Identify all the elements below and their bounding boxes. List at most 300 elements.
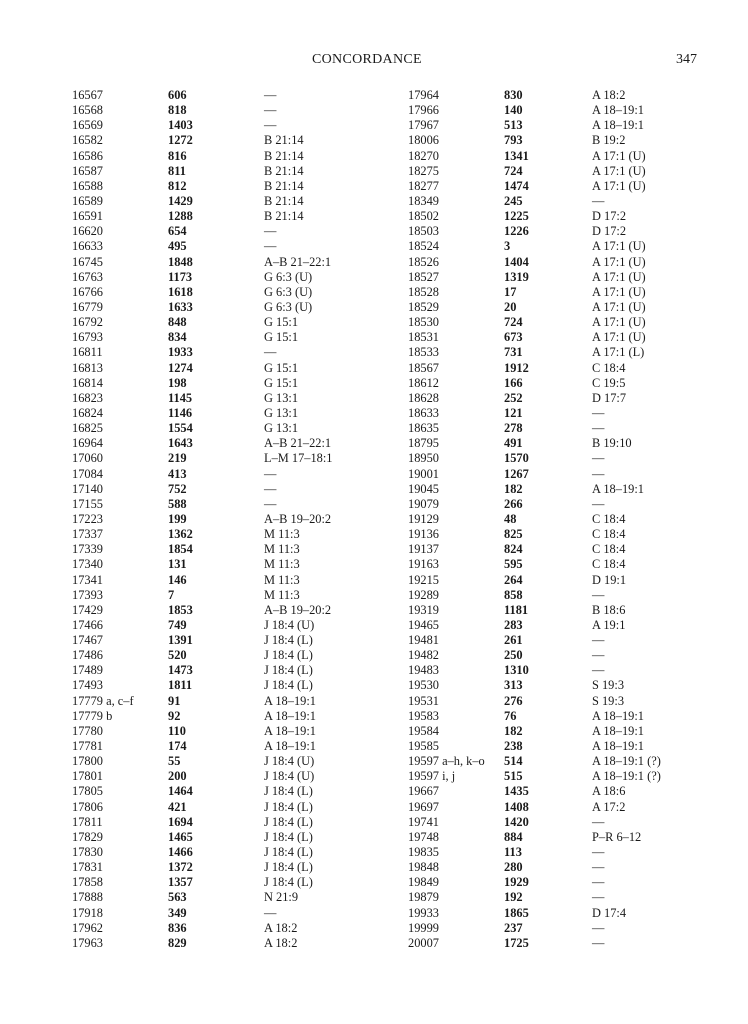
catalogue-number: 1912 xyxy=(504,360,529,375)
location: J 18:4 (U) xyxy=(264,617,315,632)
catalogue-number: 1865 xyxy=(504,905,529,920)
catalogue-number: 1403 xyxy=(168,118,193,133)
catalogue-number: 1694 xyxy=(168,814,193,829)
location: — xyxy=(264,224,277,239)
inventory-number: 17805 xyxy=(72,784,103,799)
inventory-number: 16814 xyxy=(72,375,103,390)
catalogue-number: 182 xyxy=(504,723,523,738)
catalogue-number: 264 xyxy=(504,572,523,587)
location: — xyxy=(264,118,277,133)
inventory-number: 19597 a–h, k–o xyxy=(408,754,485,769)
location: A 17:2 xyxy=(592,799,626,814)
catalogue-number: 349 xyxy=(168,905,187,920)
catalogue-number: 1226 xyxy=(504,224,529,239)
catalogue-number: 1435 xyxy=(504,784,529,799)
inventory-number: 19045 xyxy=(408,481,439,496)
location: — xyxy=(592,935,605,950)
catalogue-number: 113 xyxy=(504,845,522,860)
location: A 17:1 (L) xyxy=(592,345,645,360)
inventory-number: 16620 xyxy=(72,224,103,239)
catalogue-number: 1725 xyxy=(504,935,529,950)
location: A 18–19:1 (?) xyxy=(592,769,661,784)
catalogue-number: 884 xyxy=(504,829,523,844)
catalogue-number: 724 xyxy=(504,315,523,330)
location: — xyxy=(592,496,605,511)
inventory-number: 16588 xyxy=(72,178,103,193)
catalogue-number: 1429 xyxy=(168,193,193,208)
inventory-number: 17393 xyxy=(72,587,103,602)
inventory-number: 19001 xyxy=(408,466,439,481)
location: A 18–19:1 xyxy=(592,739,644,754)
inventory-number: 18533 xyxy=(408,345,439,360)
inventory-number: 18503 xyxy=(408,224,439,239)
catalogue-number: 752 xyxy=(168,481,187,496)
page-header xyxy=(0,52,748,72)
location: J 18:4 (L) xyxy=(264,633,313,648)
catalogue-number: 513 xyxy=(504,118,523,133)
inventory-number: 19849 xyxy=(408,875,439,890)
inventory-number: 18635 xyxy=(408,421,439,436)
location: M 11:3 xyxy=(264,527,300,542)
location: A 17:1 (U) xyxy=(592,330,646,345)
inventory-number: 17801 xyxy=(72,769,103,784)
location: J 18:4 (L) xyxy=(264,860,313,875)
inventory-number: 17467 xyxy=(72,633,103,648)
inventory-number: 17781 xyxy=(72,739,103,754)
location: G 15:1 xyxy=(264,375,299,390)
location: A 18–19:1 xyxy=(592,118,644,133)
catalogue-number: 1404 xyxy=(504,254,529,269)
inventory-number: 19697 xyxy=(408,799,439,814)
catalogue-number: 1853 xyxy=(168,602,193,617)
location: A 17:1 (U) xyxy=(592,254,646,269)
catalogue-number: 198 xyxy=(168,375,187,390)
inventory-number: 18628 xyxy=(408,390,439,405)
catalogue-number: 1391 xyxy=(168,633,193,648)
location: G 15:1 xyxy=(264,315,299,330)
location: — xyxy=(592,663,605,678)
inventory-number: 19584 xyxy=(408,723,439,738)
location: G 6:3 (U) xyxy=(264,299,313,314)
inventory-number: 19879 xyxy=(408,890,439,905)
inventory-number: 16569 xyxy=(72,118,103,133)
inventory-number: 19530 xyxy=(408,678,439,693)
catalogue-number: 1933 xyxy=(168,345,193,360)
location: A 18:6 xyxy=(592,784,626,799)
inventory-number: 16591 xyxy=(72,209,103,224)
location: B 19:10 xyxy=(592,436,632,451)
location: A 18–19:1 xyxy=(264,739,316,754)
inventory-number: 17780 xyxy=(72,723,103,738)
inventory-number: 18349 xyxy=(408,193,439,208)
location: C 18:4 xyxy=(592,360,626,375)
inventory-number: 19933 xyxy=(408,905,439,920)
catalogue-number: 1341 xyxy=(504,148,529,163)
catalogue-number: 563 xyxy=(168,890,187,905)
location: C 18:4 xyxy=(592,511,626,526)
location: A 17:1 (U) xyxy=(592,269,646,284)
location: A 18–19:1 xyxy=(592,103,644,118)
location: B 21:14 xyxy=(264,148,304,163)
location: B 21:14 xyxy=(264,209,304,224)
inventory-number: 17800 xyxy=(72,754,103,769)
catalogue-number: 1173 xyxy=(168,269,193,284)
catalogue-number: 829 xyxy=(168,935,187,950)
inventory-number: 17489 xyxy=(72,663,103,678)
catalogue-number: 17 xyxy=(504,284,517,299)
catalogue-number: 261 xyxy=(504,633,523,648)
location: D 17:2 xyxy=(592,209,627,224)
catalogue-number: 266 xyxy=(504,496,523,511)
inventory-number: 18006 xyxy=(408,133,439,148)
inventory-number: 17223 xyxy=(72,511,103,526)
inventory-number: 17337 xyxy=(72,527,103,542)
inventory-number: 16964 xyxy=(72,436,103,451)
location: — xyxy=(592,648,605,663)
inventory-number: 16766 xyxy=(72,284,103,299)
location: — xyxy=(264,905,277,920)
inventory-number: 18526 xyxy=(408,254,439,269)
catalogue-number: 48 xyxy=(504,511,517,526)
inventory-number: 19482 xyxy=(408,648,439,663)
inventory-number: 16825 xyxy=(72,421,103,436)
catalogue-number: 1633 xyxy=(168,299,193,314)
location: A 18:2 xyxy=(592,88,626,102)
inventory-number: 18795 xyxy=(408,436,439,451)
location: G 15:1 xyxy=(264,330,299,345)
location: J 18:4 (U) xyxy=(264,769,315,784)
inventory-number: 16779 xyxy=(72,299,103,314)
catalogue-number: 1618 xyxy=(168,284,193,299)
inventory-number: 17967 xyxy=(408,118,439,133)
catalogue-number: 1272 xyxy=(168,133,193,148)
location: J 18:4 (L) xyxy=(264,875,313,890)
location: — xyxy=(592,875,605,890)
inventory-number: 17493 xyxy=(72,678,103,693)
catalogue-number: 146 xyxy=(168,572,187,587)
catalogue-number: 749 xyxy=(168,617,187,632)
location: P–R 6–12 xyxy=(592,829,642,844)
catalogue-number: 121 xyxy=(504,405,523,420)
catalogue-number: 245 xyxy=(504,193,523,208)
catalogue-number: 1319 xyxy=(504,269,529,284)
catalogue-number: 673 xyxy=(504,330,523,345)
catalogue-number: 1420 xyxy=(504,814,529,829)
location: A–B 21–22:1 xyxy=(264,254,332,269)
inventory-number: 19667 xyxy=(408,784,439,799)
catalogue-number: 654 xyxy=(168,224,187,239)
inventory-number: 17779 a, c–f xyxy=(72,693,134,708)
inventory-number: 18527 xyxy=(408,269,439,284)
inventory-number: 17918 xyxy=(72,905,103,920)
location: G 15:1 xyxy=(264,360,299,375)
catalogue-number: 421 xyxy=(168,799,187,814)
location: B 21:14 xyxy=(264,193,304,208)
location: — xyxy=(264,496,277,511)
page-number: 347 xyxy=(676,52,697,67)
catalogue-number: 1848 xyxy=(168,254,193,269)
location: A 18–19:1 xyxy=(264,693,316,708)
inventory-number: 17830 xyxy=(72,845,103,860)
catalogue-number: 1464 xyxy=(168,784,193,799)
catalogue-number: 1146 xyxy=(168,405,193,420)
catalogue-number: 7 xyxy=(168,587,175,602)
location: B 21:14 xyxy=(264,178,304,193)
inventory-number: 17466 xyxy=(72,617,103,632)
inventory-number: 18567 xyxy=(408,360,439,375)
location: J 18:4 (L) xyxy=(264,799,313,814)
inventory-number: 18633 xyxy=(408,405,439,420)
catalogue-number: 1145 xyxy=(168,390,193,405)
inventory-number: 17811 xyxy=(72,814,103,829)
catalogue-number: 1288 xyxy=(168,209,193,224)
inventory-number: 17140 xyxy=(72,481,103,496)
location: G 13:1 xyxy=(264,405,299,420)
inventory-number: 17962 xyxy=(72,920,103,935)
catalogue-number: 192 xyxy=(504,890,523,905)
inventory-number: 19741 xyxy=(408,814,439,829)
location: A 18–19:1 xyxy=(592,481,644,496)
catalogue-number: 1854 xyxy=(168,542,193,557)
catalogue-number: 237 xyxy=(504,920,523,935)
inventory-number: 19748 xyxy=(408,829,439,844)
catalogue-number: 1570 xyxy=(504,451,529,466)
location: — xyxy=(592,587,605,602)
catalogue-number: 1554 xyxy=(168,421,193,436)
location: — xyxy=(264,345,277,360)
location: S 19:3 xyxy=(592,693,625,708)
location: M 11:3 xyxy=(264,587,300,602)
inventory-number: 16633 xyxy=(72,239,103,254)
inventory-number: 19136 xyxy=(408,527,439,542)
catalogue-number: 92 xyxy=(168,708,181,723)
inventory-number: 16582 xyxy=(72,133,103,148)
location: A 19:1 xyxy=(592,617,626,632)
catalogue-number: 834 xyxy=(168,330,187,345)
inventory-number: 17806 xyxy=(72,799,103,814)
catalogue-number: 830 xyxy=(504,88,523,102)
inventory-number: 17831 xyxy=(72,860,103,875)
location: — xyxy=(592,451,605,466)
location: J 18:4 (L) xyxy=(264,648,313,663)
location: J 18:4 (L) xyxy=(264,814,313,829)
inventory-number: 19999 xyxy=(408,920,439,935)
catalogue-number: 858 xyxy=(504,587,523,602)
inventory-number: 19583 xyxy=(408,708,439,723)
inventory-number: 18950 xyxy=(408,451,439,466)
location: B 19:2 xyxy=(592,133,626,148)
inventory-number: 17858 xyxy=(72,875,103,890)
inventory-number: 16587 xyxy=(72,163,103,178)
inventory-number: 19129 xyxy=(408,511,439,526)
inventory-number: 16745 xyxy=(72,254,103,269)
catalogue-number: 588 xyxy=(168,496,187,511)
catalogue-number: 1267 xyxy=(504,466,529,481)
catalogue-number: 91 xyxy=(168,693,181,708)
inventory-number: 18502 xyxy=(408,209,439,224)
location: — xyxy=(592,633,605,648)
inventory-number: 18270 xyxy=(408,148,439,163)
inventory-number: 16763 xyxy=(72,269,103,284)
location: B 18:6 xyxy=(592,602,626,617)
inventory-number: 19215 xyxy=(408,572,439,587)
inventory-number: 17486 xyxy=(72,648,103,663)
location: B 21:14 xyxy=(264,133,304,148)
location: M 11:3 xyxy=(264,572,300,587)
catalogue-number: 606 xyxy=(168,88,187,102)
inventory-number: 17084 xyxy=(72,466,103,481)
catalogue-number: 848 xyxy=(168,315,187,330)
inventory-number: 18530 xyxy=(408,315,439,330)
catalogue-number: 818 xyxy=(168,103,187,118)
inventory-number: 16589 xyxy=(72,193,103,208)
inventory-number: 18524 xyxy=(408,239,439,254)
inventory-number: 17963 xyxy=(72,935,103,950)
inventory-number: 17060 xyxy=(72,451,103,466)
inventory-number: 17964 xyxy=(408,88,439,102)
catalogue-number: 76 xyxy=(504,708,517,723)
catalogue-number: 1310 xyxy=(504,663,529,678)
catalogue-number: 278 xyxy=(504,421,523,436)
location: A 18–19:1 xyxy=(592,723,644,738)
inventory-number: 16811 xyxy=(72,345,103,360)
location: D 17:4 xyxy=(592,905,627,920)
inventory-number: 17779 b xyxy=(72,708,113,723)
location: C 18:4 xyxy=(592,527,626,542)
location: — xyxy=(592,193,605,208)
inventory-number: 19137 xyxy=(408,542,439,557)
location: G 13:1 xyxy=(264,421,299,436)
location: A 17:1 (U) xyxy=(592,148,646,163)
location: J 18:4 (L) xyxy=(264,845,313,860)
location: C 18:4 xyxy=(592,557,626,572)
inventory-number: 17340 xyxy=(72,557,103,572)
location: A 17:1 (U) xyxy=(592,163,646,178)
location: A 18–19:1 (?) xyxy=(592,754,661,769)
inventory-number: 19597 i, j xyxy=(408,769,456,784)
inventory-number: 18531 xyxy=(408,330,439,345)
inventory-number: 17829 xyxy=(72,829,103,844)
catalogue-number: 110 xyxy=(168,723,186,738)
catalogue-number: 3 xyxy=(504,239,511,254)
inventory-number: 16793 xyxy=(72,330,103,345)
location: C 19:5 xyxy=(592,375,626,390)
location: A 18:2 xyxy=(264,935,298,950)
location: A 18–19:1 xyxy=(592,708,644,723)
location: G 6:3 (U) xyxy=(264,269,313,284)
inventory-number: 19465 xyxy=(408,617,439,632)
catalogue-number: 1643 xyxy=(168,436,193,451)
catalogue-number: 825 xyxy=(504,527,523,542)
location: J 18:4 (U) xyxy=(264,754,315,769)
catalogue-number: 55 xyxy=(168,754,181,769)
inventory-number: 16568 xyxy=(72,103,103,118)
location: A 17:1 (U) xyxy=(592,315,646,330)
inventory-number: 18528 xyxy=(408,284,439,299)
location: — xyxy=(592,920,605,935)
inventory-number: 19319 xyxy=(408,602,439,617)
inventory-number: 19835 xyxy=(408,845,439,860)
location: M 11:3 xyxy=(264,557,300,572)
location: A–B 21–22:1 xyxy=(264,436,332,451)
catalogue-number: 1225 xyxy=(504,209,529,224)
location: J 18:4 (L) xyxy=(264,663,313,678)
catalogue-number: 811 xyxy=(168,163,186,178)
catalogue-number: 491 xyxy=(504,436,523,451)
inventory-number: 17429 xyxy=(72,602,103,617)
catalogue-number: 1372 xyxy=(168,860,193,875)
location: D 19:1 xyxy=(592,572,627,587)
inventory-number: 18275 xyxy=(408,163,439,178)
catalogue-number: 520 xyxy=(168,648,187,663)
location: — xyxy=(592,405,605,420)
inventory-number: 19289 xyxy=(408,587,439,602)
location: B 21:14 xyxy=(264,163,304,178)
catalogue-number: 515 xyxy=(504,769,523,784)
catalogue-number: 595 xyxy=(504,557,523,572)
location: — xyxy=(592,890,605,905)
location: — xyxy=(592,845,605,860)
location: — xyxy=(592,860,605,875)
location: G 6:3 (U) xyxy=(264,284,313,299)
inventory-number: 19163 xyxy=(408,557,439,572)
location: — xyxy=(592,814,605,829)
catalogue-number: 200 xyxy=(168,769,187,784)
location: A 17:1 (U) xyxy=(592,239,646,254)
location: C 18:4 xyxy=(592,542,626,557)
inventory-number: 19531 xyxy=(408,693,439,708)
inventory-number: 16792 xyxy=(72,315,103,330)
inventory-number: 17155 xyxy=(72,496,103,511)
catalogue-number: 1465 xyxy=(168,829,193,844)
location: — xyxy=(264,239,277,254)
catalogue-number: 1473 xyxy=(168,663,193,678)
catalogue-number: 219 xyxy=(168,451,187,466)
catalogue-number: 280 xyxy=(504,860,523,875)
location: — xyxy=(264,103,277,118)
catalogue-number: 313 xyxy=(504,678,523,693)
catalogue-number: 724 xyxy=(504,163,523,178)
inventory-number: 16824 xyxy=(72,405,103,420)
inventory-number: 17341 xyxy=(72,572,103,587)
location: A–B 19–20:2 xyxy=(264,602,332,617)
location: A 18:2 xyxy=(264,920,298,935)
location: N 21:9 xyxy=(264,890,299,905)
location: M 11:3 xyxy=(264,542,300,557)
location: — xyxy=(592,421,605,436)
location: A–B 19–20:2 xyxy=(264,511,332,526)
catalogue-number: 238 xyxy=(504,739,523,754)
catalogue-number: 174 xyxy=(168,739,187,754)
catalogue-number: 413 xyxy=(168,466,187,481)
catalogue-number: 1929 xyxy=(504,875,529,890)
inventory-number: 19079 xyxy=(408,496,439,511)
catalogue-number: 824 xyxy=(504,542,523,557)
inventory-number: 18529 xyxy=(408,299,439,314)
location: J 18:4 (L) xyxy=(264,678,313,693)
catalogue-number: 166 xyxy=(504,375,523,390)
catalogue-number: 1181 xyxy=(504,602,529,617)
location: — xyxy=(264,466,277,481)
inventory-number: 19848 xyxy=(408,860,439,875)
inventory-number: 19483 xyxy=(408,663,439,678)
catalogue-number: 731 xyxy=(504,345,523,360)
catalogue-number: 250 xyxy=(504,648,523,663)
location: G 13:1 xyxy=(264,390,299,405)
location: A 18–19:1 xyxy=(264,708,316,723)
catalogue-number: 836 xyxy=(168,920,187,935)
inventory-number: 20007 xyxy=(408,935,439,950)
